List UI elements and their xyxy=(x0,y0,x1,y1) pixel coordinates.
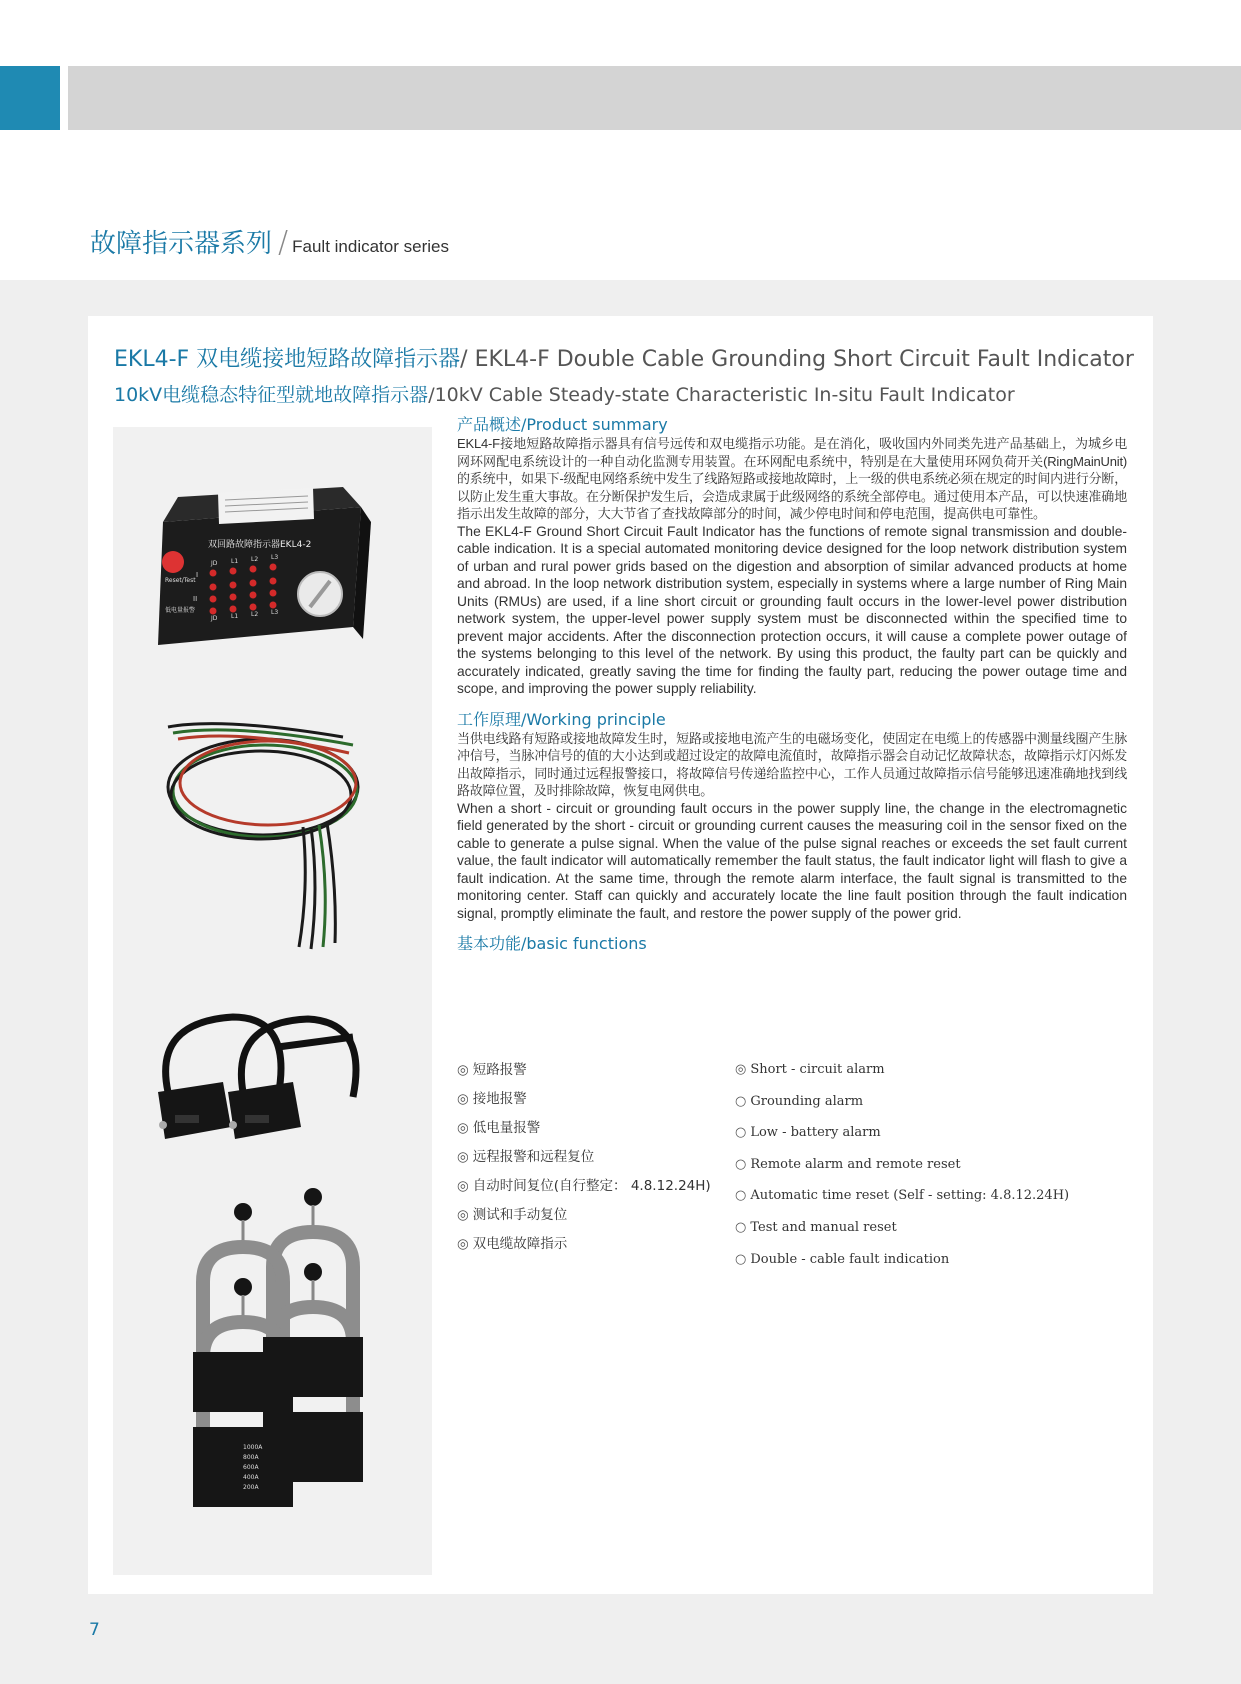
row-ii-label: II xyxy=(193,595,198,603)
list-item: ○ Remote alarm and remote reset xyxy=(735,1156,961,1172)
reset-test-label: Reset/Test xyxy=(165,577,196,584)
row-i-label: I xyxy=(196,571,199,579)
list-item: ◎ 远程报警和远程复位 xyxy=(457,1149,595,1165)
cable-bundle-image xyxy=(113,717,432,977)
list-item: ○ Automatic time reset (Self - setting: 4.8.12.24H) xyxy=(735,1188,1070,1204)
clamp-label-400a: 400A xyxy=(243,1474,259,1481)
clamp-label-800a: 800A xyxy=(243,1454,259,1461)
indicator-device-image xyxy=(113,427,432,727)
series-title xyxy=(90,223,449,260)
jd-label-top: JD xyxy=(211,560,218,567)
list-item: ○ Test and manual reset xyxy=(735,1219,897,1235)
bullet-icon: ◎ xyxy=(735,1062,747,1077)
clamp-sensor-image xyxy=(113,1187,432,1575)
l1-label-top: L1 xyxy=(231,558,239,565)
functions-list-cn xyxy=(457,1058,727,1261)
bullet-icon: ◎ xyxy=(457,1207,469,1223)
series-title-cn: 故障指示器系列 xyxy=(90,229,273,259)
bullet-icon: ◎ xyxy=(457,1091,469,1107)
product-subtitle-en: /10kV Cable Steady-state Characteristic In-situ Fault Indicator xyxy=(428,384,1015,406)
bullet-icon: ◎ xyxy=(457,1178,469,1194)
clamp-label-200a: 200A xyxy=(243,1484,259,1491)
product-image-column xyxy=(113,427,432,1575)
bullet-icon: ◎ xyxy=(457,1062,469,1078)
product-summary-cn: EKL4-F接地短路故障指示器具有信号远传和双电缆指示功能。是在消化，吸收国内外同类先进产品基础上，为城乡电网环网配电系统设计的一种自动化监测专用装置。在环网配电系统中，特别是在大量使用环网负荷开关(RingMainUnit)的系统中，如果下-级配电网络系统中发生了线路短路或接地故障时，上一级的供电系统必须在规定的时间内进行分断，以防止发生重大事故。在分断保护发生后，会造成隶属于此级网络的系统全部停电。通过使用本产品，可以快速准确地指示出发生故障的部分，大大节省了查找故障部分的时间，减少停电时间和停电范围，提高供电可靠性。 xyxy=(457,436,1127,521)
product-title-en: / EKL4-F Double Cable Grounding Short Circuit Fault Indicator xyxy=(460,347,1134,372)
working-principle-en: When a short - circuit or grounding fault occurs in the power supply line, the change in the electromagnetic field generated by the short - circuit or grounding current causes the measuring coil in the sensor fixed on the cable to generate a pulse signal. When the value of the pulse signal reaches or exceeds the set fault current value, the fault indicator will automatically remember the fault status, the fault indicator light will flash to give a fault indication. At the same time, through the remote alarm interface, the fault signal is transmitted to the monitoring center. Staff can quickly and accurately locate the line fault position through the fault indication signal, promptly eliminate the fault, and restore the power supply of the power grid. xyxy=(457,800,1127,921)
l3-label-top: L3 xyxy=(271,554,279,561)
product-title xyxy=(114,342,1134,373)
working-principle-heading: 工作原理/Working principle xyxy=(457,709,666,729)
series-title-separator: / xyxy=(278,225,289,260)
list-item: ○ Grounding alarm xyxy=(735,1093,864,1109)
header-bar xyxy=(68,66,1241,130)
bullet-icon: ○ xyxy=(735,1156,747,1172)
clamp-label-600a: 600A xyxy=(243,1464,259,1471)
product-panel xyxy=(88,316,1153,1594)
l3-label-bottom: L3 xyxy=(271,609,279,616)
product-subtitle-cn: 10kV电缆稳态特征型就地故障指示器 xyxy=(114,384,429,406)
bullet-icon: ○ xyxy=(735,1251,747,1267)
bullet-icon: ◎ xyxy=(457,1236,469,1252)
bullet-icon: ○ xyxy=(735,1188,747,1204)
list-item: ○ Double - cable fault indication xyxy=(735,1251,950,1267)
basic-functions-heading: 基本功能/basic functions xyxy=(457,934,647,953)
page-number: 7 xyxy=(89,1620,100,1640)
clamp-label-1000a: 1000A xyxy=(243,1444,263,1451)
list-item: ◎ 自动时间复位(自行整定： 4.8.12.24H) xyxy=(457,1178,711,1194)
jd-label-bottom: JD xyxy=(211,615,218,622)
header-accent-block xyxy=(0,66,60,130)
l2-label-bottom: L2 xyxy=(251,611,259,618)
list-item: ◎ 低电量报警 xyxy=(457,1120,541,1136)
series-title-en: Fault indicator series xyxy=(292,237,449,256)
product-summary-heading: 产品概述/Product summary xyxy=(457,415,668,434)
bullet-icon: ○ xyxy=(735,1125,747,1141)
list-item: ◎ 接地报警 xyxy=(457,1091,527,1107)
bullet-icon: ◎ xyxy=(457,1120,469,1136)
l2-label-top: L2 xyxy=(251,556,259,563)
reset-test-button-image xyxy=(162,551,184,573)
bullet-icon: ◎ xyxy=(457,1149,469,1165)
product-summary-en: The EKL4-F Ground Short Circuit Fault Indicator has the functions of remote signal transmission and double-cable indication. It is a special automated monitoring device designed for the loop network distribution system of urban and rural power grids based on the digestion and absorption of similar advanced products at home and abroad. In the loop network distribution system, especially in systems where a large number of Ring Main Units (RMUs) are used, if a line short circuit or grounding fault occurs in the lower-level power distribution network system, the upper-level power supply system must be disconnected within the specified time to prevent major accidents. After the disconnection protection occurs, it will cause a complete power outage of the systems belonging to this level of the network. By using this product, the faulty part can be quickly and accurately indicated, greatly saving the time for finding the faulty part, reducing the power outage time and scope, and improving the power supply reliability. xyxy=(457,523,1127,696)
list-item: ◎ Short - circuit alarm xyxy=(735,1062,885,1077)
low-battery-label: 低电量报警 xyxy=(165,607,196,614)
working-principle-cn: 当供电线路有短路或接地故障发生时，短路或接地电流产生的电磁场变化，使固定在电缆上的传感器中测量线圈产生脉冲信号，当脉冲信号的值的大小达到或超过设定的故障电流值时，故障指示器会自动记忆故障状态，故障指示灯闪烁发出故障指示，同时通过远程报警接口，将故障信号传递给监控中心，工作人员通过故障指示信号能够迅速准确地找到线路故障位置，及时排除故障，恢复电网供电。 xyxy=(457,730,1127,798)
list-item: ◎ 双电缆故障指示 xyxy=(457,1236,568,1252)
current-sensor-image xyxy=(113,977,432,1197)
bullet-icon: ○ xyxy=(735,1093,747,1109)
product-subtitle xyxy=(114,380,1015,407)
functions-list-en xyxy=(735,1062,1135,1283)
bullet-icon: ○ xyxy=(735,1219,747,1235)
product-title-cn: EKL4-F 双电缆接地短路故障指示器 xyxy=(114,347,461,372)
l1-label-bottom: L1 xyxy=(231,613,239,620)
device-name-label: 双回路故障指示器EKL4-2 xyxy=(208,540,312,550)
description-column xyxy=(457,415,1127,954)
list-item: ○ Low - battery alarm xyxy=(735,1125,881,1141)
list-item: ◎ 测试和手动复位 xyxy=(457,1207,568,1223)
list-item: ◎ 短路报警 xyxy=(457,1062,527,1078)
